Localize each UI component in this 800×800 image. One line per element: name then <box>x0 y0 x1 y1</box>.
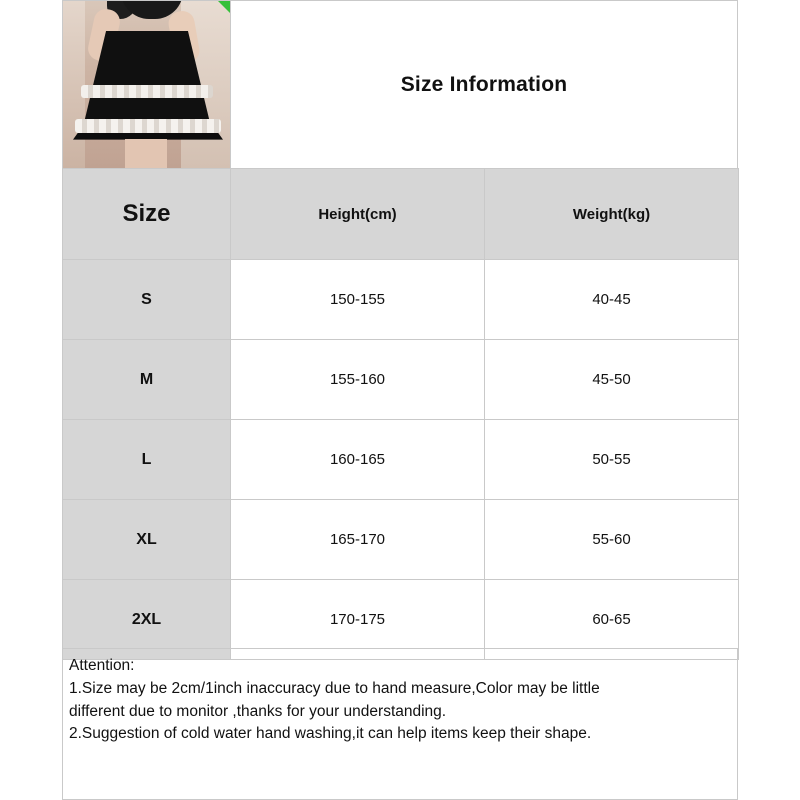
cell-height: 150-155 <box>231 260 485 340</box>
cell-height: 155-160 <box>231 340 485 420</box>
table-header <box>63 169 739 260</box>
column-header-weight: Weight(kg) <box>485 169 739 260</box>
table-body <box>63 260 739 660</box>
green-corner-marker-icon <box>218 1 230 13</box>
attention-note <box>62 648 738 800</box>
table-row <box>63 260 739 340</box>
cell-height: 160-165 <box>231 420 485 500</box>
cell-weight: 45-50 <box>485 340 739 420</box>
attention-line-2: different due to monitor ,thanks for your understanding. <box>69 702 447 720</box>
cell-height: 165-170 <box>231 500 485 580</box>
column-header-size: Size <box>63 169 231 260</box>
photo-legs <box>125 139 167 168</box>
size-table <box>62 168 739 660</box>
column-header-height: Height(cm) <box>231 169 485 260</box>
photo-lace-trim-upper <box>81 85 213 98</box>
cell-size: M <box>63 340 231 420</box>
cell-weight: 40-45 <box>485 260 739 340</box>
table-row <box>63 340 739 420</box>
cell-weight: 50-55 <box>485 420 739 500</box>
photo-lace-trim-lower <box>75 119 221 133</box>
attention-line-1: 1.Size may be 2cm/1inch inaccuracy due to hand measure,Color may be little <box>69 679 600 697</box>
title-cell <box>231 1 737 168</box>
cell-height: 170-175 <box>231 580 485 660</box>
cell-size: 2XL <box>63 580 231 660</box>
header-row <box>62 0 738 168</box>
page-title: Size Information <box>400 72 568 96</box>
attention-heading: Attention: <box>69 657 135 674</box>
product-photo <box>63 1 231 168</box>
table-header-row <box>63 169 739 260</box>
cell-weight: 55-60 <box>485 500 739 580</box>
cell-size: L <box>63 420 231 500</box>
table-row <box>63 420 739 500</box>
attention-line-3: 2.Suggestion of cold water hand washing,it can help items keep their shape. <box>69 725 592 743</box>
cell-size: S <box>63 260 231 340</box>
cell-weight: 60-65 <box>485 580 739 660</box>
cell-size: XL <box>63 500 231 580</box>
table-row <box>63 500 739 580</box>
